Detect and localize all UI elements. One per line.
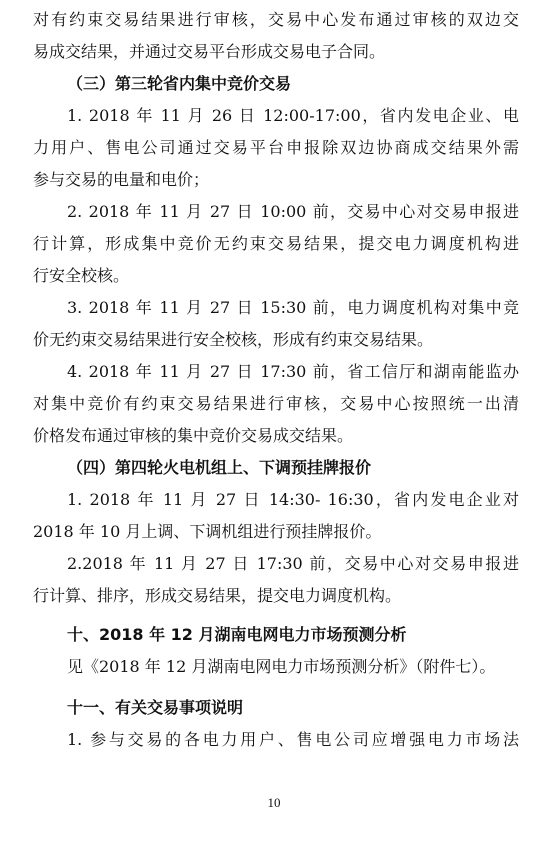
text-line: 1. 2018 年 11 月 27 日 14:30- 16:30，省内发电企业对 (67, 490, 519, 509)
paragraph-item-q2 (33, 548, 519, 612)
paragraph-section-10 (33, 651, 519, 683)
section-heading-4: （四）第四轮火电机组上、下调预挂牌报价 (67, 458, 372, 477)
text-line: 易成交结果，并通过交易平台形成交易电子合同。 (33, 42, 386, 61)
text-line: 价无约束交易结果进行安全校核，形成有约束交易结果。 (33, 330, 434, 349)
page-number: 10 (267, 795, 281, 810)
paragraph-item-2 (33, 196, 519, 292)
paragraph-item-1 (33, 100, 519, 196)
text-line: 2. 2018 年 11 月 27 日 10:00 前，交易中心对交易申报进 (67, 202, 519, 221)
text-line: 2.2018 年 11 月 27 日 17:30 前，交易中心对交易申报进 (67, 554, 519, 573)
paragraph-item-3 (33, 292, 519, 356)
paragraph-section-11 (33, 724, 519, 756)
text-line: 参与交易的电量和电价； (33, 170, 210, 189)
text-line: 力用户、售电公司通过交易平台申报除双边协商成交结果外需 (33, 138, 519, 157)
text-line: 对集中竞价有约束交易结果进行审核，交易中心按照统一出清 (33, 394, 519, 413)
text-line: 3. 2018 年 11 月 27 日 15:30 前，电力调度机构对集中竞 (67, 298, 519, 317)
text-line: 2018 年 10 月上调、下调机组进行预挂牌报价。 (33, 522, 382, 541)
section-heading-3: （三）第三轮省内集中竞价交易 (67, 74, 292, 93)
text-line: 行计算，形成集中竞价无约束交易结果，提交电力调度机构进 (33, 234, 519, 253)
text-line: 1. 参与交易的各电力用户、售电公司应增强电力市场法 (67, 730, 519, 749)
text-line: 行安全校核。 (33, 266, 130, 285)
text-line: 4. 2018 年 11 月 27 日 17:30 前，省工信厅和湖南能监办 (67, 362, 519, 381)
section-heading-11: 十一、有关交易事项说明 (67, 698, 244, 717)
section-heading-10: 十、2018 年 12 月湖南电网电力市场预测分析 (67, 625, 407, 644)
text-line: 见《2018 年 12 月湖南电网电力市场预测分析》（附件七）。 (67, 657, 496, 676)
paragraph-item-q1 (33, 484, 519, 548)
paragraph-item-4 (33, 356, 519, 452)
paragraph-continuation (33, 4, 519, 68)
text-line: 1. 2018 年 11 月 26 日 12:00-17:00，省内发电企业、电 (67, 106, 519, 125)
text-line: 对有约束交易结果进行审核，交易中心发布通过审核的双边交 (33, 10, 519, 29)
text-line: 价格发布通过审核的集中竞价交易成交结果。 (33, 426, 354, 445)
text-line: 行计算、排序，形成交易结果，提交电力调度机构。 (33, 586, 402, 605)
